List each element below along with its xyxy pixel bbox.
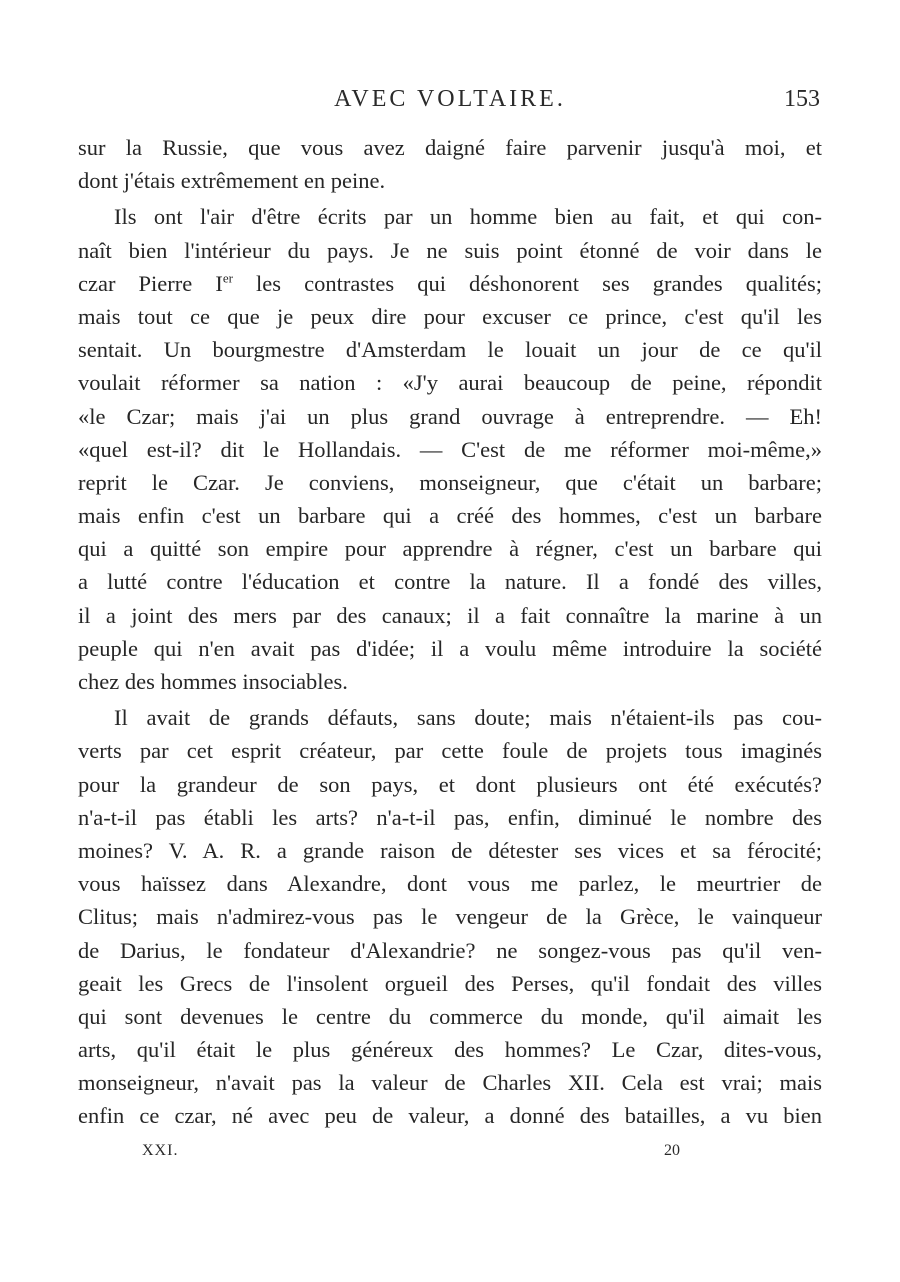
text-line: «le Czar; mais j'ai un plus grand ouvrage à entreprendre. — Eh! xyxy=(78,403,822,429)
text-line: moines? V. A. R. a grande raison de détester ses vices et sa férocité; xyxy=(78,837,822,863)
text-line: de Darius, le fondateur d'Alexandrie? ne songez-vous pas qu'il ven- xyxy=(78,937,822,963)
text-line: mais tout ce que je peux dire pour excuser ce prince, c'est qu'il les xyxy=(78,303,822,329)
text-line: Clitus; mais n'admirez-vous pas le vengeur de la Grèce, le vainqueur xyxy=(78,904,822,930)
text-line: a lutté contre l'éducation et contre la nature. Il a fondé des villes, xyxy=(78,569,822,595)
text-line: monseigneur, n'avait pas la valeur de Charles XII. Cela est vrai; mais xyxy=(78,1070,822,1096)
text-line: «quel est-il? dit le Hollandais. — C'est de me réformer moi-même,» xyxy=(78,436,822,462)
page-number: 153 xyxy=(784,86,820,112)
text-line: chez des hommes insociables. xyxy=(78,669,348,694)
text-line: n'a-t-il pas établi les arts? n'a-t-il pas, enfin, diminué le nombre des xyxy=(78,804,822,830)
text-line: Il avait de grands défauts, sans doute; mais n'étaient-ils pas cou- xyxy=(114,705,822,731)
text-line: arts, qu'il était le plus généreux des hommes? Le Czar, dites-vous, xyxy=(78,1037,822,1063)
text-line: dont j'étais extrêmement en peine. xyxy=(78,168,386,194)
text-line: qui sont devenues le centre du commerce du monde, qu'il aimait les xyxy=(78,1003,822,1029)
body-text xyxy=(78,131,822,1133)
folio-number: 20 xyxy=(664,1142,680,1159)
text-line: geait les Grecs de l'insolent orgueil des Perses, qu'il fondait des villes xyxy=(78,970,822,996)
text-line: pour la grandeur de son pays, et dont plusieurs ont été exécutés? xyxy=(78,771,822,797)
signature-mark: XXI. xyxy=(142,1142,179,1159)
text-line: czar Pierre Ier les contrastes qui déshonorent ses grandes qualités; xyxy=(78,270,823,296)
text-line: naît bien l'intérieur du pays. Je ne suis point étonné de voir dans le xyxy=(78,237,822,263)
text-line: peuple qui n'en avait pas d'idée; il a voulu même introduire la société xyxy=(78,635,822,661)
text-line: vous haïssez dans Alexandre, dont vous me parlez, le meurtrier de xyxy=(78,871,822,897)
text-line: Ils ont l'air d'être écrits par un homme bien au fait, et qui con- xyxy=(114,204,822,230)
text-line: sur la Russie, que vous avez daigné faire parvenir jusqu'à moi, et xyxy=(78,135,822,160)
text-line: reprit le Czar. Je conviens, monseigneur, que c'était un barbare; xyxy=(78,469,822,495)
text-line: sentait. Un bourgmestre d'Amsterdam le louait un jour de ce qu'il xyxy=(78,337,822,363)
text-line: il a joint des mers par des canaux; il a fait connaître la marine à un xyxy=(78,602,822,628)
text-line: enfin ce czar, né avec peu de valeur, a donné des batailles, a vu bien xyxy=(78,1103,822,1129)
text-line: verts par cet esprit créateur, par cette foule de projets tous imaginés xyxy=(78,738,822,764)
text-line: qui a quitté son empire pour apprendre à régner, c'est un barbare qui xyxy=(78,536,822,562)
text-line: voulait réformer sa nation : «J'y aurai beaucoup de peine, répondit xyxy=(78,370,822,396)
text-line: mais enfin c'est un barbare qui a créé des hommes, c'est un barbare xyxy=(78,503,822,529)
running-title: AVEC VOLTAIRE. xyxy=(334,86,566,112)
